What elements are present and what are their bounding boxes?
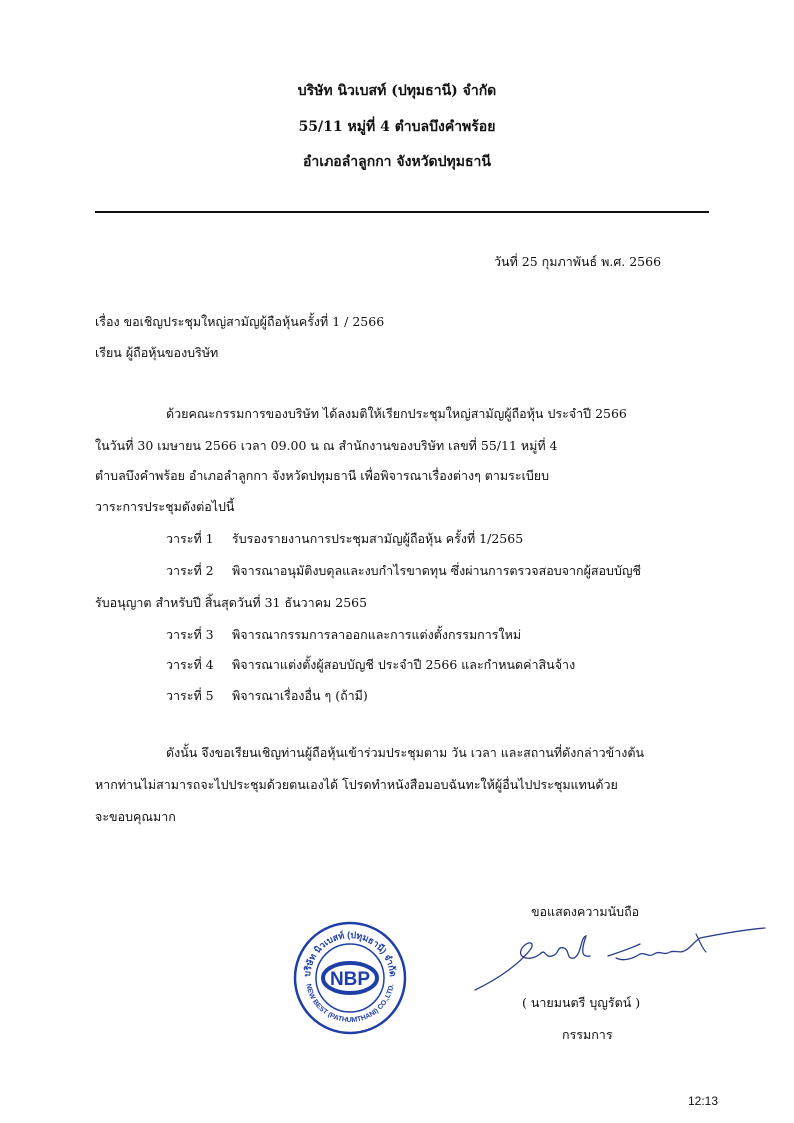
closing-regards: ขอแสดงความนับถือ [531,904,640,919]
company-address-line1: 55/11 หมู่ที่ 4 ตำบลบึงคำพร้อย [298,119,496,135]
company-address-line2: อำเภอลำลูกกา จังหวัดปทุมธานี [303,154,491,170]
intro-line: ตำบลบึงคำพร้อย อำเภอลำลูกกา จังหวัดปทุมธานี เพื่อพิจารณาเรื่องต่างๆ ตามระเบียบ [95,468,550,483]
agenda-label: วาระที่ 3 [166,627,214,642]
agenda-label: วาระที่ 2 [166,563,214,578]
agenda-label: วาระที่ 1 [166,531,214,546]
agenda-text: พิจารณาเรื่องอื่น ๆ (ถ้ามี) [232,688,368,703]
intro-line: ด้วยคณะกรรมการของบริษัท ได้ลงมติให้เรียกประชุมใหญ่สามัญผู้ถือหุ้น ประจำปี 2566 [166,406,627,421]
signer-name: ( นายมนตรี บุญรัตน์ ) [522,995,641,1010]
seal-initials: NBP [329,969,371,990]
intro-line: ในวันที่ 30 เมษายน 2566 เวลา 09.00 น ณ สำนักงานของบริษัท เลขที่ 55/11 หมู่ที่ 4 [95,438,558,453]
company-name: บริษัท นิวเบสท์ (ปทุมธานี) จำกัด [297,83,497,99]
company-seal [292,920,408,1036]
agenda-label: วาระที่ 4 [166,657,214,672]
agenda-text: พิจารณาแต่งตั้งผู้สอบบัญชี ประจำปี 2566 และกำหนดค่าสินจ้าง [232,657,576,672]
closing-line: หากท่านไม่สามารถจะไปประชุมด้วยตนเองได้ โปรดทำหนังสือมอบฉันทะให้ผู้อื่นไปประชุมแทนด้วย [95,777,618,792]
agenda-text-continued: รับอนุญาต สำหรับปี สิ้นสุดวันที่ 31 ธันวาคม 2565 [95,595,368,610]
header-divider [95,211,709,213]
closing-line: ดังนั้น จึงขอเรียนเชิญท่านผู้ถือหุ้นเข้าร่วมประชุมตาม วัน เวลา และสถานที่ดังกล่าวข้างต้น [166,745,644,760]
intro-line: วาระการประชุมดังต่อไปนี้ [95,499,235,514]
seal-english-text: NEW BEST (PATHUMTHANI) CO.,LTD. [304,983,396,1025]
letter-date: วันที่ 25 กุมภาพันธ์ พ.ศ. 2566 [494,254,662,269]
agenda-text: รับรองรายงานการประชุมสามัญผู้ถือหุ้น ครั้งที่ 1/2565 [232,531,524,546]
page-number: 12:13 [688,1094,719,1108]
signer-title: กรรมการ [562,1027,613,1042]
closing-line: จะขอบคุณมาก [95,809,176,824]
letter-recipient: เรียน ผู้ถือหุ้นของบริษัท [95,345,219,360]
letter-subject: เรื่อง ขอเชิญประชุมใหญ่สามัญผู้ถือหุ้นครั้งที่ 1 / 2566 [95,314,385,329]
agenda-label: วาระที่ 5 [166,688,214,703]
agenda-text: พิจารณาอนุมัติงบดุลและงบกำไรขาดทุน ซึ่งผ่านการตรวจสอบจากผู้สอบบัญชี [232,563,642,578]
seal-thai-text: บริษัท นิวเบสท์ (ปทุมธานี) จำกัด [301,929,399,978]
agenda-text: พิจารณากรรมการลาออกและการแต่งตั้งกรรมการใหม่ [232,627,522,642]
handwritten-signature [470,918,770,998]
